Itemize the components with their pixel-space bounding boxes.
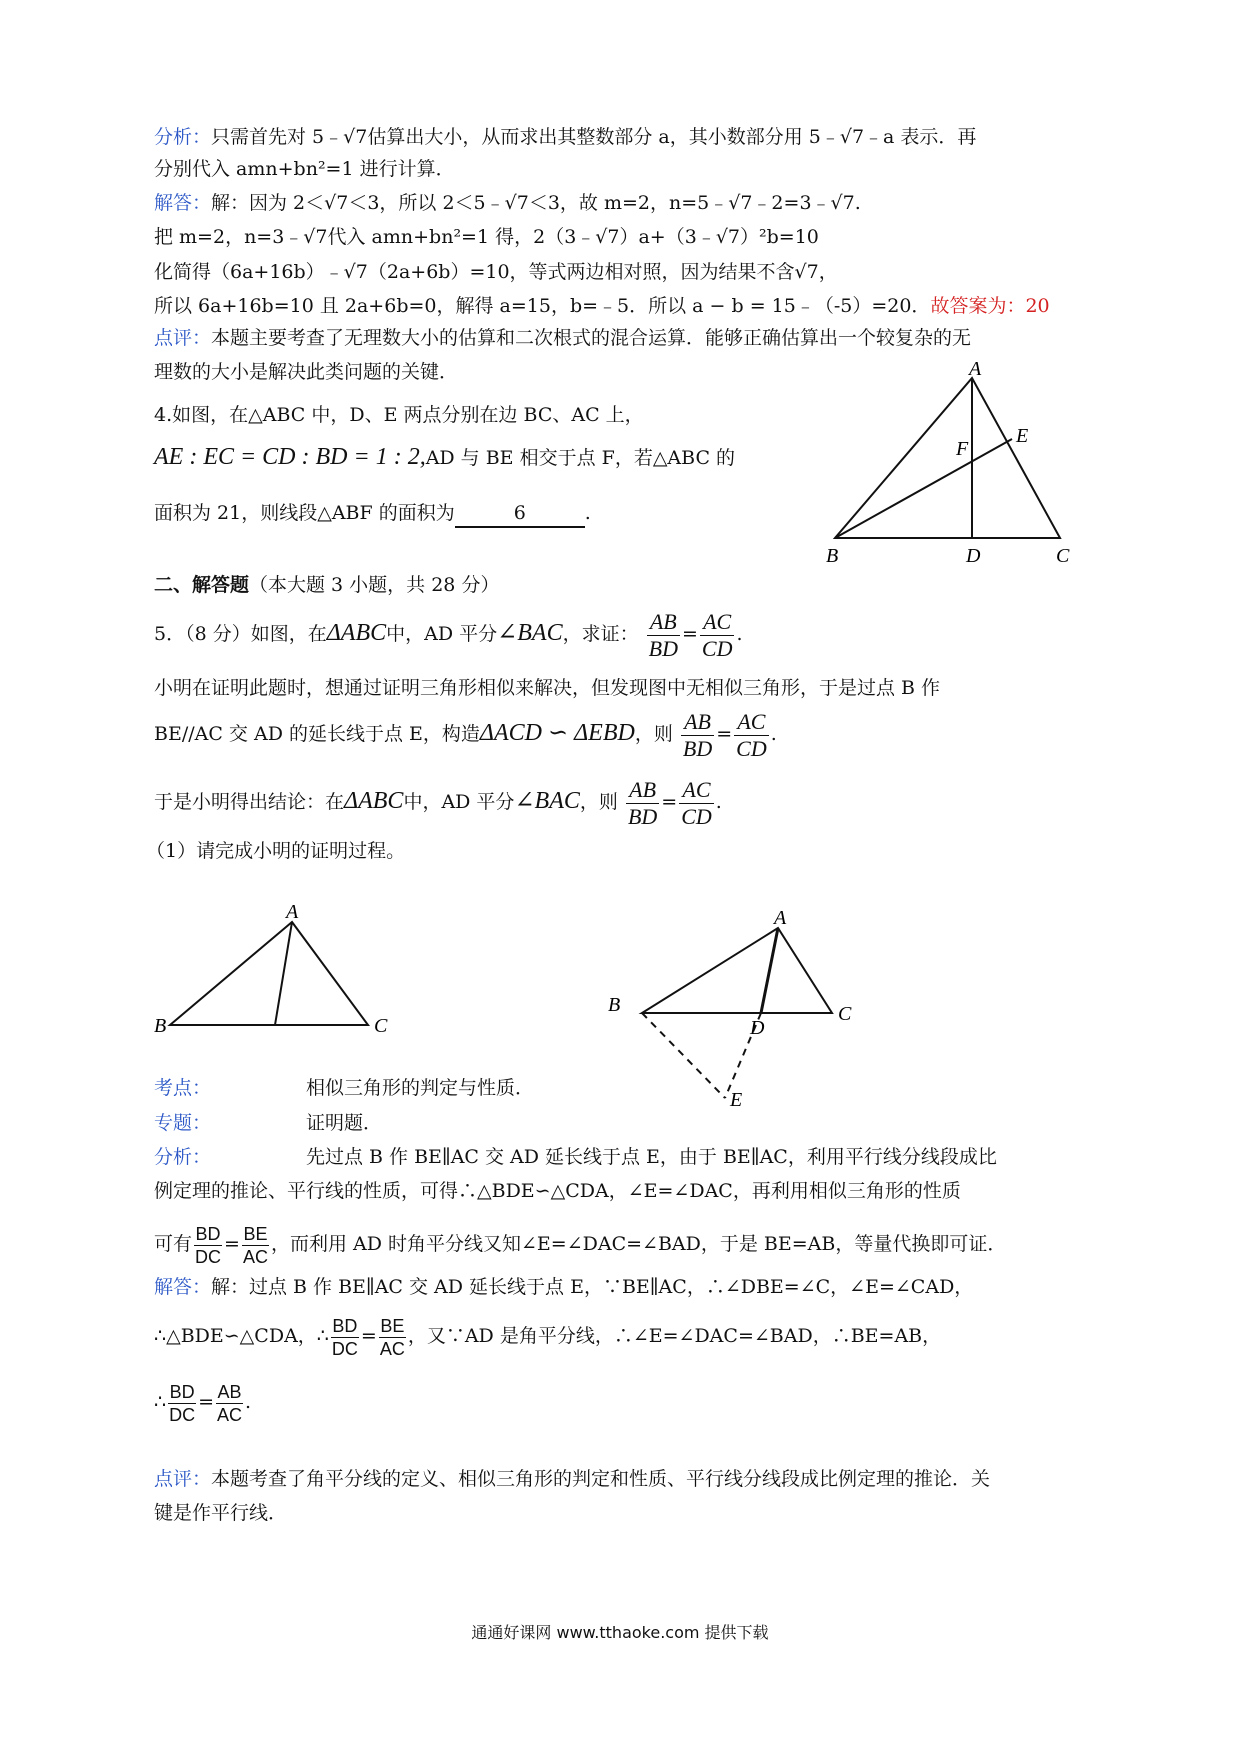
section-2-note: （本大题 3 小题，共 28 分）	[249, 574, 500, 596]
q4-label-b: B	[826, 545, 839, 567]
jieda-text-3: 化简得（6a+16b）﹣√7（2a+6b）=10，等式两边相对照，因为结果不含√7，	[154, 261, 838, 283]
dianping-line-2	[154, 359, 458, 385]
q4-label-e: E	[1016, 425, 1029, 447]
sol-frac3-ab-ac: $\frac{AB}{AC}$	[217, 1381, 243, 1425]
sol-jieda-text-2b: ，又∵AD 是角平分线，∴∠E=∠DAC=∠BAD，∴BE=AB，	[407, 1325, 942, 1347]
q5-frac2-ac-cd: $\frac{AC}{CD}$	[736, 708, 767, 761]
q5-frac3-ab-bd: $\frac{AB}{BD}$	[627, 776, 658, 829]
q4-line-2	[154, 444, 735, 471]
sol-dianping-line-2	[154, 1500, 287, 1526]
fig2-label-e: E	[730, 1089, 743, 1108]
fig1-label-c: C	[374, 1015, 388, 1037]
jieda-text-2: 把 m=2，n=3﹣√7代入 amn+bn²=1 得，2（3﹣√7）a+（3﹣√7）²b=10	[154, 226, 819, 248]
sol-dianping-text-2: 键是作平行线．	[154, 1502, 288, 1524]
fig1-label-b: B	[154, 1015, 167, 1037]
jieda-text-1: 解：因为 2＜√7＜3，所以 2＜5﹣√7＜3，故 m=2，n=5﹣√7﹣2=3﹣√7.	[211, 192, 861, 214]
dianping-text-1: 本题主要考查了无理数大小的估算和二次根式的混合运算．能够正确估算出一个较复杂的无	[211, 327, 972, 349]
fenxi-line-1	[154, 124, 976, 150]
sol-dianping-label: 点评：	[154, 1468, 212, 1490]
zhuanti-label: 专题：	[154, 1112, 212, 1134]
q5-text-1c: ，求证：	[562, 623, 639, 645]
jieda-line-2	[154, 224, 819, 250]
q5-sub-1-text: （1）请完成小明的证明过程。	[146, 840, 406, 862]
fenxi-text-2: 分别代入 amn+bn²=1 进行计算．	[154, 158, 455, 180]
q5-line-2	[154, 675, 940, 701]
kaodian-label: 考点：	[154, 1077, 212, 1099]
dianping-label: 点评：	[154, 327, 212, 349]
q4-text-1: 4.如图，在△ABC 中，D、E 两点分别在边 BC、AC 上，	[154, 404, 644, 426]
dianping-text-2: 理数的大小是解决此类问题的关键．	[154, 361, 459, 383]
q4-text-3-end: .	[584, 502, 591, 524]
sol-jieda-text-2a: ∴△BDE∽△CDA，∴	[154, 1325, 329, 1347]
kaodian-text: 相似三角形的判定与性质．	[306, 1077, 535, 1099]
q5-line-4: 于是小明得出结论：在ΔABC中，AD 平分∠BAC，则 $\frac{AB}{BD}$ = $\frac{AC}{CD}$ .	[154, 776, 722, 829]
q4-text-2: AD 与 BE 相交于点 F，若△ABC 的	[425, 447, 736, 469]
q5-text-4c: ，则	[579, 791, 618, 813]
jieda-line-1	[154, 190, 861, 216]
jieda-line-3	[154, 259, 838, 285]
q5-frac3-ac-cd: $\frac{AC}{CD}$	[681, 776, 712, 829]
sol-frac2-bd-dc: $\frac{BD}{DC}$	[331, 1315, 358, 1359]
sol-jieda-label: 解答：	[154, 1276, 212, 1298]
q5-tri-abc-2: ΔABC	[344, 788, 404, 814]
q5-frac-ac-cd: $\frac{AC}{CD}$	[701, 608, 733, 661]
section-2-heading	[154, 572, 499, 598]
sol-fenxi-text-1: 先过点 B 作 BE∥AC 交 AD 延长线于点 E，由于 BE∥AC，利用平行线分线段成比	[306, 1146, 997, 1168]
sol-jieda-text-3a: ∴	[154, 1391, 167, 1413]
q5-angle-bac-2: ∠BAC	[514, 788, 580, 814]
sol-fenxi-text-3b: ，而利用 AD 时角平分线又知∠E=∠DAC=∠BAD，于是 BE=AB，等量代换即可证．	[270, 1233, 1007, 1255]
sol-jieda-line-2: ∴△BDE∽△CDA，∴ $\frac{BD}{DC}$ = $\frac{BE}{AC}$ ，又∵AD 是角平分线，∴∠E=∠DAC=∠BAD，∴BE=AB，	[154, 1315, 942, 1359]
q4-text-3: 面积为 21，则线段△ABF 的面积为	[154, 502, 455, 524]
section-2-title: 二、解答题	[154, 574, 250, 596]
sol-frac-bd-dc: $\frac{BD}{DC}$	[195, 1223, 222, 1267]
q5-tri-abc: ΔABC	[326, 620, 387, 646]
q5-text-1b: 中，AD 平分	[386, 623, 498, 645]
q4-label-d: D	[966, 545, 981, 567]
q5-text-3a: BE//AC 交 AD 的延长线于点 E，构造	[154, 723, 480, 745]
fig2-label-b: B	[608, 994, 621, 1016]
zhuanti-text: 证明题．	[306, 1112, 383, 1134]
q4-label-c: C	[1056, 545, 1070, 567]
sol-jieda-line-3: ∴ $\frac{BD}{DC}$ = $\frac{AB}{AC}$ .	[154, 1381, 252, 1425]
sol-fenxi-label: 分析：	[154, 1146, 212, 1168]
jieda-label: 解答：	[154, 192, 212, 214]
q5-line-3: BE//AC 交 AD 的延长线于点 E，构造ΔACD ∽ ΔEBD，则 $\frac{AB}{BD}$ = $\frac{AC}{CD}$ .	[154, 708, 777, 761]
fig2-label-d: D	[750, 1017, 765, 1039]
q5-text-3b: ，则	[634, 723, 673, 745]
sol-jieda-text-3b: .	[245, 1391, 252, 1413]
q5-angle-bac: ∠BAC	[497, 620, 563, 646]
q5-figure-2	[600, 908, 880, 1108]
q5-text-4a: 于是小明得出结论：在	[154, 791, 345, 813]
sol-frac-be-ac: $\frac{BE}{AC}$	[242, 1223, 268, 1267]
sol-jieda-line-1	[154, 1274, 973, 1300]
q4-answer-blank: 6	[455, 500, 585, 528]
q5-frac2-ab-bd: $\frac{AB}{BD}$	[682, 708, 713, 761]
q5-frac-ab-bd: $\frac{AB}{BD}$	[648, 608, 678, 661]
fig1-label-a: A	[286, 901, 299, 923]
sol-jieda-text-1: 解：过点 B 作 BE∥AC 交 AD 延长线于点 E，∵BE∥AC，∴∠DBE=∠C，∠E=∠CAD，	[211, 1276, 974, 1298]
q5-figure-1	[150, 900, 400, 1040]
q4-line-3	[154, 500, 591, 528]
q4-line-1	[154, 402, 644, 428]
q5-similar: ΔACD ∽ ΔEBD	[479, 720, 635, 746]
sol-frac3-bd-dc: $\frac{BD}{DC}$	[169, 1381, 196, 1425]
answer-text: 故答案为：20	[930, 295, 1050, 317]
sol-fenxi-text-3a: 可有	[154, 1233, 193, 1255]
q5-text-2: 小明在证明此题时，想通过证明三角形相似来解决，但发现图中无相似三角形，于是过点 B 作	[154, 677, 941, 699]
dianping-line-1	[154, 325, 971, 351]
fenxi-label: 分析：	[154, 126, 212, 148]
q5-sub-1	[146, 838, 405, 864]
sol-fenxi-line-2	[154, 1178, 961, 1204]
q4-formula: AE : EC = CD : BD = 1 : 2,	[154, 444, 426, 470]
fig2-label-c: C	[838, 1003, 852, 1025]
fenxi-text-1: 只需首先对 5﹣√7估算出大小，从而求出其整数部分 a，其小数部分用 5﹣√7﹣a 表示．再	[211, 126, 977, 148]
q5-text-4b: 中，AD 平分	[403, 791, 515, 813]
sol-dianping-line-1	[154, 1466, 990, 1492]
sol-fenxi-text-2: 例定理的推论、平行线的性质，可得∴△BDE∽△CDA，∠E=∠DAC，再利用相似三角形的性质	[154, 1180, 961, 1202]
sol-fenxi-line-3: 可有 $\frac{BD}{DC}$ = $\frac{BE}{AC}$ ，而利用 AD 时角平分线又知∠E=∠DAC=∠BAD，于是 BE=AB，等量代换即可证．	[154, 1223, 1007, 1267]
page-footer: 通通好课网 www.tthaoke.com 提供下载	[471, 1623, 769, 1642]
q4-label-f: F	[956, 438, 969, 460]
q4-label-a: A	[969, 360, 982, 380]
sol-frac2-be-ac: $\frac{BE}{AC}$	[379, 1315, 405, 1359]
fig2-label-a: A	[774, 908, 787, 929]
q4-figure	[820, 360, 1080, 570]
sol-dianping-text-1: 本题考查了角平分线的定义、相似三角形的判定和性质、平行线分线段成比例定理的推论．关	[211, 1468, 991, 1490]
jieda-line-4	[154, 293, 1050, 319]
q5-text-1a: 5．（8 分）如图，在	[154, 623, 327, 645]
jieda-text-4: 所以 6a+16b=10 且 2a+6b=0，解得 a=15，b=﹣5．所以 a − b = 15﹣（-5）=20．	[154, 295, 931, 317]
q5-line-1: 5．（8 分）如图，在ΔABC中，AD 平分∠BAC，求证： $\frac{AB}{BD}$ = $\frac{AC}{CD}$ .	[154, 608, 743, 661]
fenxi-line-2	[154, 156, 455, 182]
